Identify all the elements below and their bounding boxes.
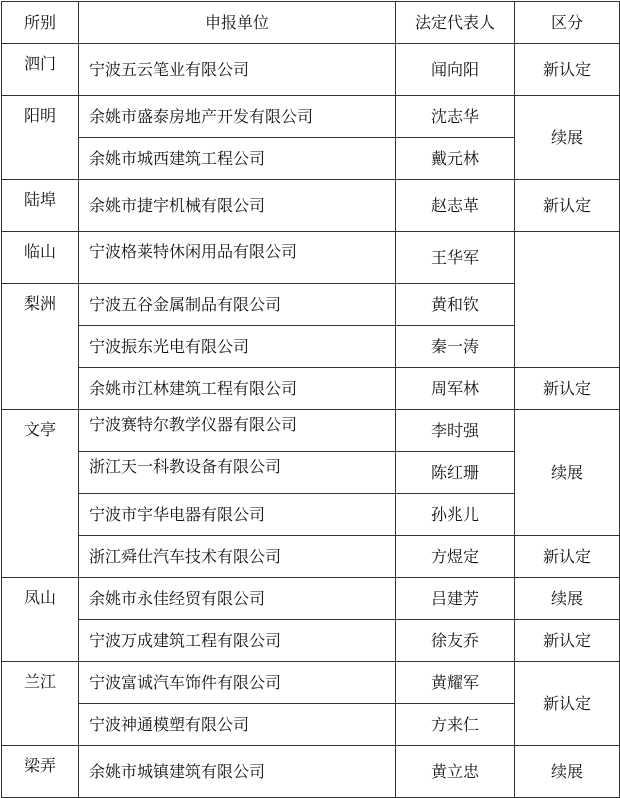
category-cell: 新认定 <box>515 620 620 662</box>
district-cell: 梁弄 <box>2 746 79 798</box>
representative-cell: 沈志华 <box>396 96 515 138</box>
category-cell: 续展 <box>515 410 620 536</box>
table-row <box>2 96 620 138</box>
district-cell: 泗门 <box>2 44 79 96</box>
district-cell: 凤山 <box>2 578 79 662</box>
category-cell: 新认定 <box>515 662 620 746</box>
district-cell: 梨洲 <box>2 284 79 410</box>
representative-cell: 秦一涛 <box>396 326 515 368</box>
district-cell: 兰江 <box>2 662 79 746</box>
category-cell: 新认定 <box>515 368 620 410</box>
table-row <box>2 44 620 96</box>
unit-cell: 浙江天一科教设备有限公司 <box>79 452 396 494</box>
representative-cell: 黄和钦 <box>396 284 515 326</box>
unit-cell: 宁波富诚汽车饰件有限公司 <box>79 662 396 704</box>
category-cell: 续展 <box>515 96 620 180</box>
representative-cell: 陈红珊 <box>396 452 515 494</box>
representative-cell: 黄耀军 <box>396 662 515 704</box>
district-cell: 文亭 <box>2 410 79 578</box>
table-row <box>2 662 620 704</box>
unit-cell: 宁波万成建筑工程有限公司 <box>79 620 396 662</box>
table-row <box>2 180 620 232</box>
header-unit: 申报单位 <box>79 2 396 44</box>
representative-cell: 闻向阳 <box>396 44 515 96</box>
representative-cell: 方来仁 <box>396 704 515 746</box>
representative-cell: 孙兆儿 <box>396 494 515 536</box>
district-cell: 陆埠 <box>2 180 79 232</box>
unit-cell: 宁波五谷金属制品有限公司 <box>79 284 396 326</box>
unit-cell: 宁波赛特尔教学仪器有限公司 <box>79 410 396 452</box>
category-cell: 新认定 <box>515 536 620 578</box>
enterprise-roster-table <box>1 1 620 798</box>
representative-cell: 周军林 <box>396 368 515 410</box>
unit-cell: 余姚市永佳经贸有限公司 <box>79 578 396 620</box>
unit-cell: 宁波格莱特休闲用品有限公司 <box>79 232 396 284</box>
unit-cell: 余姚市江林建筑工程有限公司 <box>79 368 396 410</box>
table-header-row <box>2 2 620 44</box>
category-cell <box>515 232 620 368</box>
header-representative: 法定代表人 <box>396 2 515 44</box>
unit-cell: 余姚市捷宇机械有限公司 <box>79 180 396 232</box>
district-cell: 临山 <box>2 232 79 284</box>
category-cell: 新认定 <box>515 180 620 232</box>
representative-cell: 徐友乔 <box>396 620 515 662</box>
unit-cell: 浙江舜仕汽车技术有限公司 <box>79 536 396 578</box>
unit-cell: 余姚市盛泰房地产开发有限公司 <box>79 96 396 138</box>
table-row <box>2 410 620 452</box>
district-cell: 阳明 <box>2 96 79 180</box>
representative-cell: 戴元林 <box>396 138 515 180</box>
unit-cell: 宁波振东光电有限公司 <box>79 326 396 368</box>
representative-cell: 王华军 <box>396 232 515 284</box>
representative-cell: 吕建芳 <box>396 578 515 620</box>
representative-cell: 黄立忠 <box>396 746 515 798</box>
unit-cell: 余姚市城西建筑工程公司 <box>79 138 396 180</box>
unit-cell: 宁波市宇华电器有限公司 <box>79 494 396 536</box>
category-cell: 新认定 <box>515 44 620 96</box>
header-category: 区分 <box>515 2 620 44</box>
table-row <box>2 578 620 620</box>
header-district: 所别 <box>2 2 79 44</box>
unit-cell: 余姚市城镇建筑有限公司 <box>79 746 396 798</box>
unit-cell: 宁波五云笔业有限公司 <box>79 44 396 96</box>
table-row <box>2 620 620 662</box>
category-cell: 续展 <box>515 578 620 620</box>
unit-cell: 宁波神通模塑有限公司 <box>79 704 396 746</box>
representative-cell: 方煜定 <box>396 536 515 578</box>
table-row <box>2 536 620 578</box>
category-cell: 续展 <box>515 746 620 798</box>
representative-cell: 赵志革 <box>396 180 515 232</box>
table-row <box>2 368 620 410</box>
table-row <box>2 232 620 284</box>
representative-cell: 李时强 <box>396 410 515 452</box>
table-row <box>2 746 620 798</box>
